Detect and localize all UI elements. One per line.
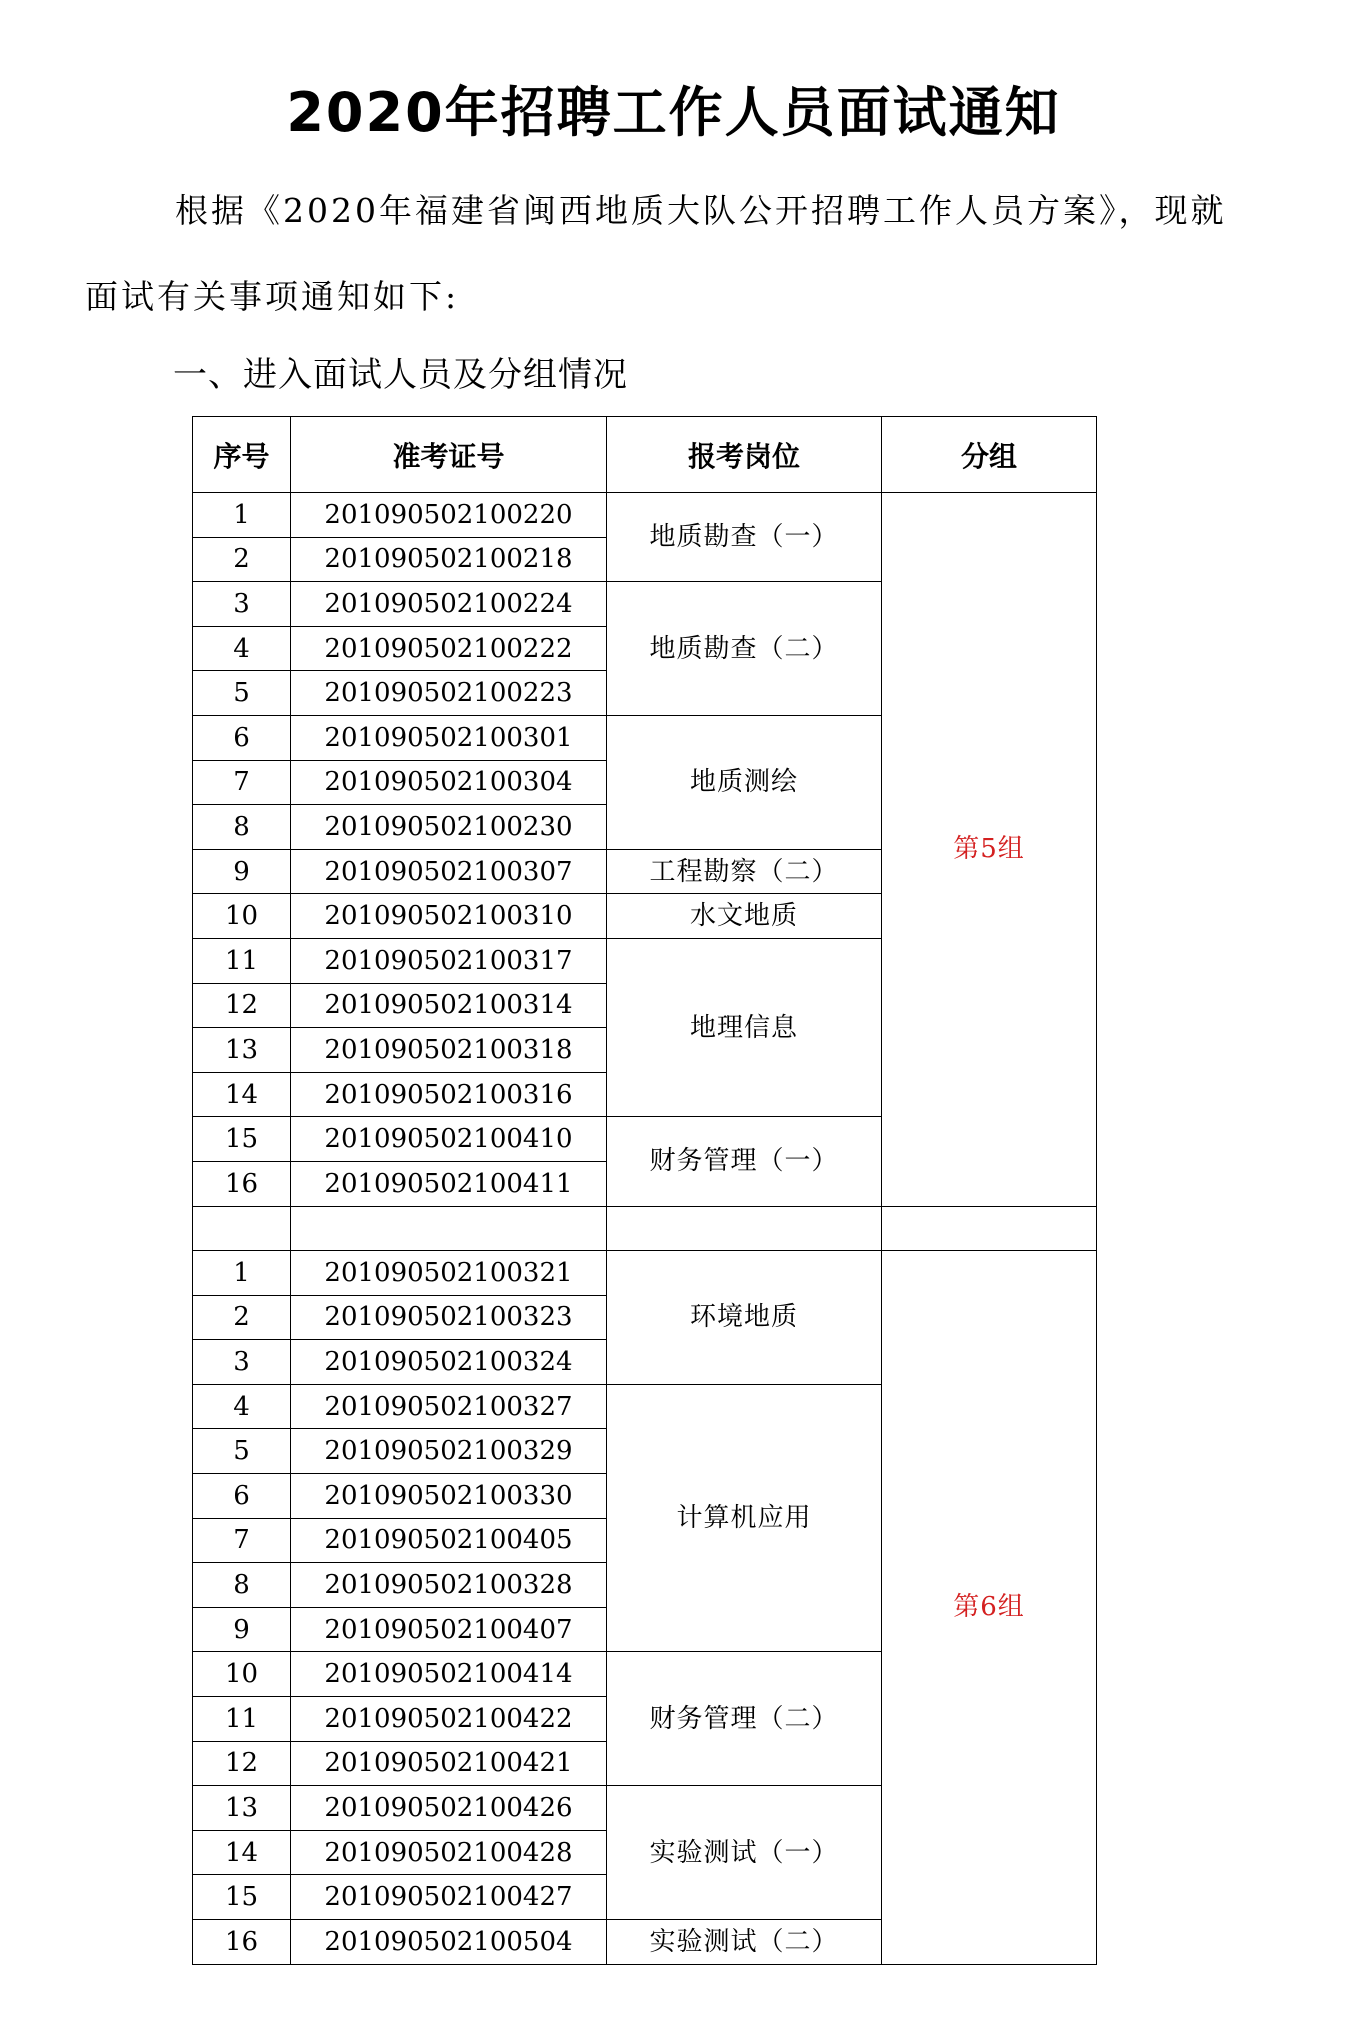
table-body [193,493,1097,1965]
seq-cell: 2 [193,1295,291,1340]
section-heading: 一、进入面试人员及分组情况 [173,355,628,395]
seq-cell: 1 [193,493,291,538]
position-cell: 计算机应用 [607,1384,882,1652]
candidate-table [192,416,1097,1965]
seq-cell: 16 [193,1920,291,1965]
seq-cell: 14 [193,1072,291,1117]
seq-cell: 12 [193,1741,291,1786]
ticket-cell: 201090502100411 [291,1161,607,1206]
ticket-cell: 201090502100327 [291,1384,607,1429]
document-title: 2020年招聘工作人员面试通知 [286,81,1061,144]
seq-cell: 13 [193,1786,291,1831]
seq-cell: 9 [193,849,291,894]
seq-cell: 7 [193,760,291,805]
ticket-cell: 201090502100414 [291,1652,607,1697]
header-seq: 序号 [193,417,291,493]
ticket-cell: 201090502100224 [291,582,607,627]
ticket-cell: 201090502100407 [291,1607,607,1652]
ticket-cell: 201090502100405 [291,1518,607,1563]
ticket-cell: 201090502100301 [291,715,607,760]
ticket-cell: 201090502100428 [291,1830,607,1875]
empty-cell [193,1206,291,1251]
seq-cell: 8 [193,1563,291,1608]
seq-cell: 5 [193,1429,291,1474]
separator-row [193,1206,1097,1251]
ticket-cell: 201090502100218 [291,537,607,582]
seq-cell: 3 [193,582,291,627]
ticket-cell: 201090502100422 [291,1697,607,1742]
ticket-cell: 201090502100321 [291,1251,607,1296]
seq-cell: 6 [193,715,291,760]
ticket-cell: 201090502100222 [291,626,607,671]
ticket-cell: 201090502100330 [291,1474,607,1519]
ticket-cell: 201090502100230 [291,805,607,850]
seq-cell: 13 [193,1028,291,1073]
ticket-cell: 201090502100314 [291,983,607,1028]
empty-cell [607,1206,882,1251]
position-cell: 环境地质 [607,1251,882,1385]
ticket-cell: 201090502100329 [291,1429,607,1474]
seq-cell: 12 [193,983,291,1028]
ticket-cell: 201090502100318 [291,1028,607,1073]
seq-cell: 15 [193,1875,291,1920]
table-row [193,493,1097,538]
ticket-cell: 201090502100307 [291,849,607,894]
seq-cell: 2 [193,537,291,582]
seq-cell: 10 [193,894,291,939]
ticket-cell: 201090502100223 [291,671,607,716]
seq-cell: 11 [193,1697,291,1742]
header-group: 分组 [882,417,1097,493]
seq-cell: 11 [193,938,291,983]
table-header-row [193,417,1097,493]
ticket-cell: 201090502100504 [291,1920,607,1965]
seq-cell: 4 [193,626,291,671]
position-cell: 水文地质 [607,894,882,939]
ticket-cell: 201090502100427 [291,1875,607,1920]
ticket-cell: 201090502100421 [291,1741,607,1786]
seq-cell: 7 [193,1518,291,1563]
seq-cell: 6 [193,1474,291,1519]
position-cell: 地质勘查（二） [607,582,882,716]
ticket-cell: 201090502100426 [291,1786,607,1831]
seq-cell: 15 [193,1117,291,1162]
ticket-cell: 201090502100317 [291,938,607,983]
position-cell: 地质勘查（一） [607,493,882,582]
position-cell: 实验测试（二） [607,1920,882,1965]
position-cell: 财务管理（一） [607,1117,882,1206]
seq-cell: 4 [193,1384,291,1429]
ticket-cell: 201090502100310 [291,894,607,939]
seq-cell: 10 [193,1652,291,1697]
intro-paragraph: 根据《2020年福建省闽西地质大队公开招聘工作人员方案》，现就面试有关事项通知如下: [85,191,1227,316]
position-cell: 实验测试（一） [607,1786,882,1920]
seq-cell: 9 [193,1607,291,1652]
position-cell: 工程勘察（二） [607,849,882,894]
position-cell: 财务管理（二） [607,1652,882,1786]
header-ticket: 准考证号 [291,417,607,493]
seq-cell: 1 [193,1251,291,1296]
position-cell: 地质测绘 [607,715,882,849]
table-row [193,1251,1097,1296]
ticket-cell: 201090502100328 [291,1563,607,1608]
group-cell: 第5组 [882,493,1097,1207]
seq-cell: 3 [193,1340,291,1385]
seq-cell: 8 [193,805,291,850]
ticket-cell: 201090502100410 [291,1117,607,1162]
header-position: 报考岗位 [607,417,882,493]
ticket-cell: 201090502100316 [291,1072,607,1117]
seq-cell: 5 [193,671,291,716]
seq-cell: 14 [193,1830,291,1875]
group-cell: 第6组 [882,1251,1097,1965]
ticket-cell: 201090502100324 [291,1340,607,1385]
ticket-cell: 201090502100220 [291,493,607,538]
ticket-cell: 201090502100323 [291,1295,607,1340]
position-cell: 地理信息 [607,938,882,1116]
empty-cell [291,1206,607,1251]
empty-cell [882,1206,1097,1251]
ticket-cell: 201090502100304 [291,760,607,805]
seq-cell: 16 [193,1161,291,1206]
